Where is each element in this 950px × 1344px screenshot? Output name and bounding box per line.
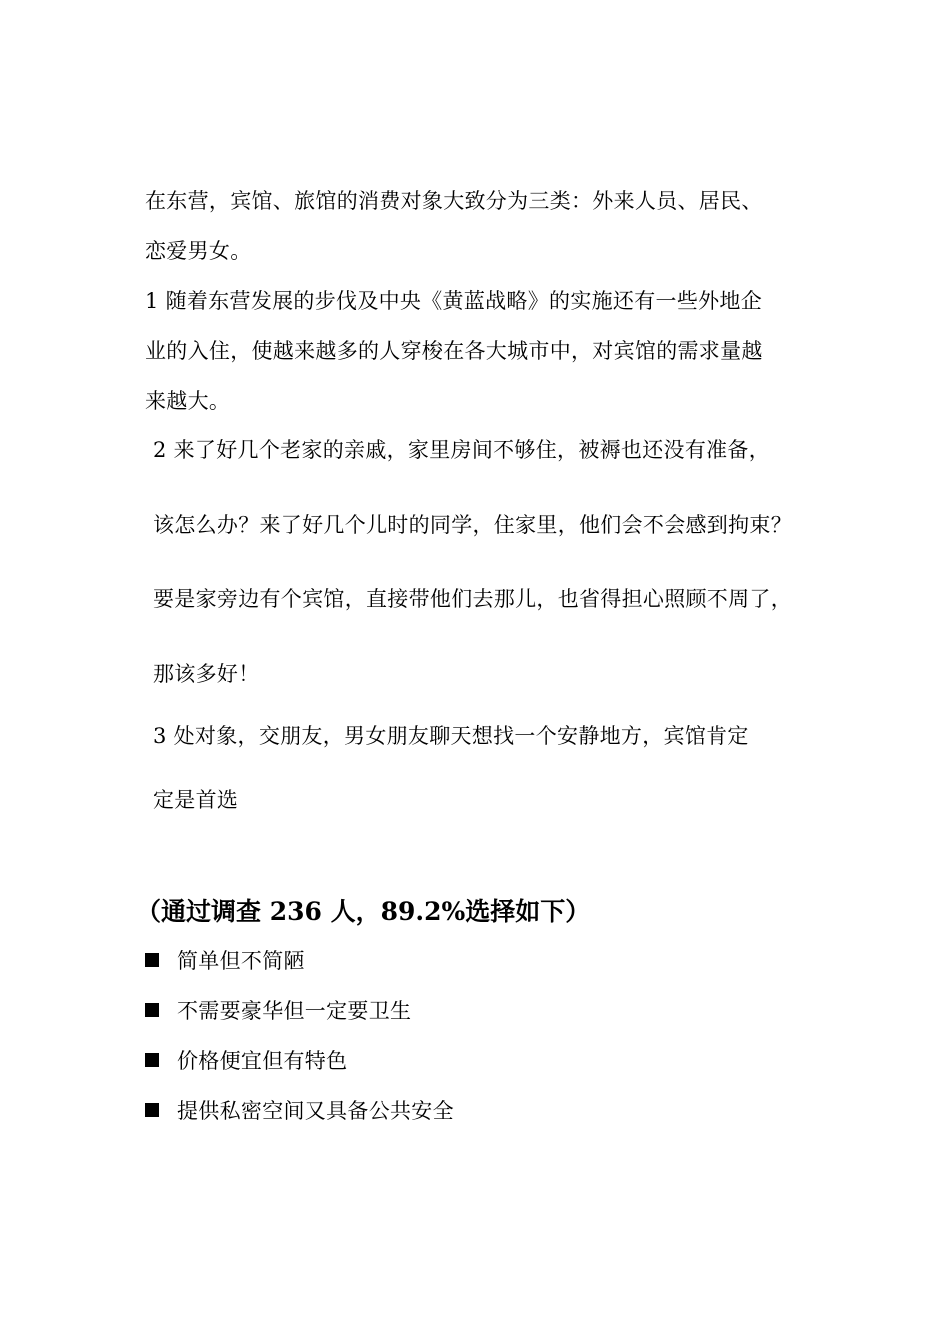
- survey-heading: （通过调查 236 人，89.2%选择如下）: [136, 897, 591, 926]
- paragraph-1-line-3: 来越大。: [145, 389, 231, 413]
- survey-item-text: 简单但不简陋: [177, 949, 305, 973]
- survey-item-text: 提供私密空间又具备公共安全: [177, 1099, 454, 1123]
- survey-item: [145, 997, 411, 1025]
- paragraph-2-line-3: 要是家旁边有个宾馆，直接带他们去那儿，也省得担心照顾不周了，: [153, 587, 792, 611]
- paragraph-1-line-2: 业的入住，使越来越多的人穿梭在各大城市中，对宾馆的需求量越: [145, 339, 763, 363]
- square-bullet-icon: [145, 1053, 159, 1067]
- survey-item: [145, 947, 305, 975]
- paragraph-2-line-4: 那该多好！: [153, 662, 260, 686]
- square-bullet-icon: [145, 1103, 159, 1117]
- intro-line-1: 在东营，宾馆、旅馆的消费对象大致分为三类：外来人员、居民、: [145, 189, 763, 213]
- paragraph-1-line-1: 1 随着东营发展的步伐及中央《黄蓝战略》的实施还有一些外地企: [145, 289, 763, 313]
- survey-item: [145, 1047, 347, 1075]
- intro-line-2: 恋爱男女。: [145, 239, 252, 263]
- survey-item-text: 不需要豪华但一定要卫生: [177, 999, 412, 1023]
- survey-item-text: 价格便宜但有特色: [177, 1049, 348, 1073]
- paragraph-3-line-2: 定是首选: [153, 788, 239, 812]
- square-bullet-icon: [145, 953, 159, 967]
- survey-item: [145, 1097, 454, 1125]
- square-bullet-icon: [145, 1003, 159, 1017]
- paragraph-2-line-1: 2 来了好几个老家的亲戚，家里房间不够住，被褥也还没有准备，: [153, 438, 771, 462]
- paragraph-3-line-1: 3 处对象，交朋友，男女朋友聊天想找一个安静地方，宾馆肯定: [153, 724, 749, 748]
- paragraph-2-line-2: 该怎么办？来了好几个儿时的同学，住家里，他们会不会感到拘束？: [153, 513, 792, 537]
